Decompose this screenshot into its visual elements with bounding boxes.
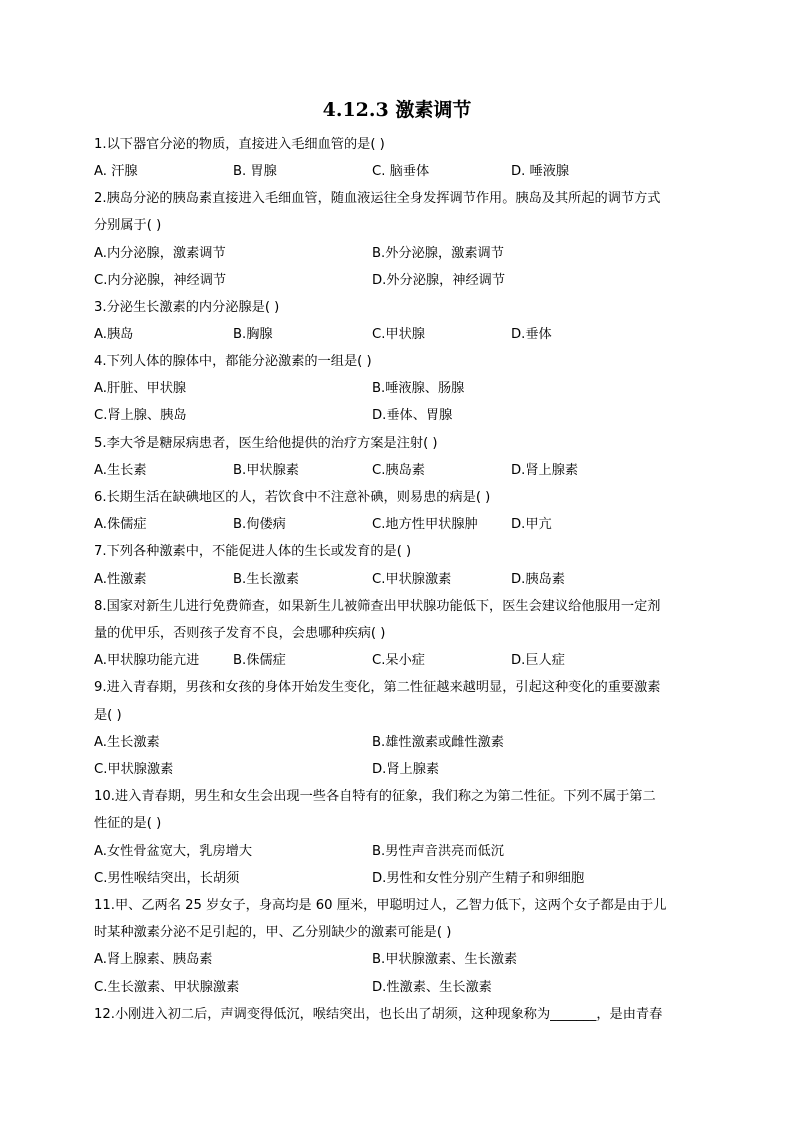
option-d: D.胰岛素 [511,572,565,587]
option-b: B.男性声音洪亮而低沉 [372,844,504,859]
question-8-stem: 8.国家对新生儿进行免费筛查，如果新生儿被筛查出甲状腺功能低下，医生会建议给他服用一定剂 [94,599,661,614]
option-c: C.生长激素、甲状腺激素 [94,980,240,995]
question-8-options [94,648,704,674]
option-b: B.生长激素 [233,572,299,587]
question-10-options-row1 [94,839,704,865]
option-a: A.性激素 [94,572,147,587]
option-a: A.女性骨盆宽大，乳房增大 [94,844,253,859]
option-a: A.肝脏、甲状腺 [94,381,187,396]
question-11-options-row2 [94,975,704,1001]
question-11-stem-cont: 时某种激素分泌不足引起的，甲、乙分别缺少的激素可能是( ) [94,925,452,940]
question-9-options-row1 [94,730,704,756]
question-6-stem: 6.长期生活在缺碘地区的人，若饮食中不注意补碘，则易患的病是( ) [94,490,491,505]
question-12-stem: 12.小刚进入初二后，声调变得低沉，喉结突出，也长出了胡须，这种现象称为_______，是由青春 [94,1007,663,1022]
option-a: A.甲状腺功能亢进 [94,653,200,668]
option-b: B.外分泌腺，激素调节 [372,246,504,261]
question-1-options [94,159,704,185]
question-11-options-row1 [94,947,704,973]
option-d: D.巨人症 [511,653,565,668]
option-b: B.佝偻病 [233,517,286,532]
question-9-options-row2 [94,757,704,783]
option-b: B.唾液腺、肠腺 [372,381,465,396]
question-3-options [94,322,704,348]
option-d: D.肾上腺素 [511,463,579,478]
option-a: A.侏儒症 [94,517,147,532]
question-5-stem: 5.李大爷是糖尿病患者，医生给他提供的治疗方案是注射( ) [94,436,438,451]
question-4-stem: 4.下列人体的腺体中，都能分泌激素的一组是( ) [94,354,372,369]
option-a: A.生长激素 [94,735,160,750]
option-d: D. 唾液腺 [511,164,570,179]
option-c: C.甲状腺激素 [372,572,452,587]
question-2-options-row1 [94,241,704,267]
question-2-stem-cont: 分别属于( ) [94,218,162,233]
page-title: 4.12.3 激素调节 [322,99,472,121]
question-11-stem: 11.甲、乙两名 25 岁女子，身高均是 60 厘米，甲聪明过人，乙智力低下，这两个女子都是由于儿 [94,898,667,913]
option-c: C.甲状腺激素 [94,762,174,777]
option-a: A.内分泌腺，激素调节 [94,246,226,261]
option-c: C. 脑垂体 [372,164,430,179]
question-3-stem: 3.分泌生长激素的内分泌腺是( ) [94,300,280,315]
option-d: D.外分泌腺，神经调节 [372,273,506,288]
question-2-options-row2 [94,268,704,294]
question-2-stem: 2.胰岛分泌的胰岛素直接进入毛细血管，随血液运往全身发挥调节作用。胰岛及其所起的调节方式 [94,191,661,206]
option-c: C.肾上腺、胰岛 [94,408,187,423]
option-b: B.雄性激素或雌性激素 [372,735,504,750]
question-8-stem-cont: 量的优甲乐，否则孩子发育不良，会患哪种疾病( ) [94,626,386,641]
option-d: D.男性和女性分别产生精子和卵细胞 [372,871,585,886]
question-7-options [94,567,704,593]
option-a: A.肾上腺素、胰岛素 [94,952,213,967]
option-c: C.胰岛素 [372,463,425,478]
question-10-stem: 10.进入青春期，男生和女生会出现一些各自特有的征象，我们称之为第二性征。下列不属于第二 [94,789,656,804]
question-4-options-row2 [94,403,704,429]
question-4-options-row1 [94,376,704,402]
option-d: D.垂体、胃腺 [372,408,453,423]
option-c: C.呆小症 [372,653,425,668]
option-b: B.胸腺 [233,327,273,342]
option-d: D.垂体 [511,327,552,342]
option-c: C.男性喉结突出，长胡须 [94,871,240,886]
option-b: B. 胃腺 [233,164,277,179]
option-b: B.甲状腺激素、生长激素 [372,952,518,967]
question-7-stem: 7.下列各种激素中，不能促进人体的生长或发育的是( ) [94,544,412,559]
option-c: C.地方性甲状腺肿 [372,517,478,532]
option-b: B.侏儒症 [233,653,286,668]
question-10-stem-cont: 性征的是( ) [94,816,162,831]
question-9-stem-cont: 是( ) [94,708,122,723]
question-1-stem: 1.以下器官分泌的物质，直接进入毛细血管的是( ) [94,137,385,152]
option-b: B.甲状腺素 [233,463,299,478]
question-10-options-row2 [94,866,704,892]
option-a: A. 汗腺 [94,164,138,179]
question-9-stem: 9.进入青春期，男孩和女孩的身体开始发生变化，第二性征越来越明显，引起这种变化的重要激素 [94,680,661,695]
question-5-options [94,458,704,484]
option-d: D.肾上腺素 [372,762,440,777]
option-a: A.生长素 [94,463,147,478]
option-c: C.甲状腺 [372,327,425,342]
option-a: A.胰岛 [94,327,134,342]
option-d: D.性激素、生长激素 [372,980,492,995]
option-d: D.甲亢 [511,517,552,532]
option-c: C.内分泌腺，神经调节 [94,273,227,288]
question-6-options [94,512,704,538]
